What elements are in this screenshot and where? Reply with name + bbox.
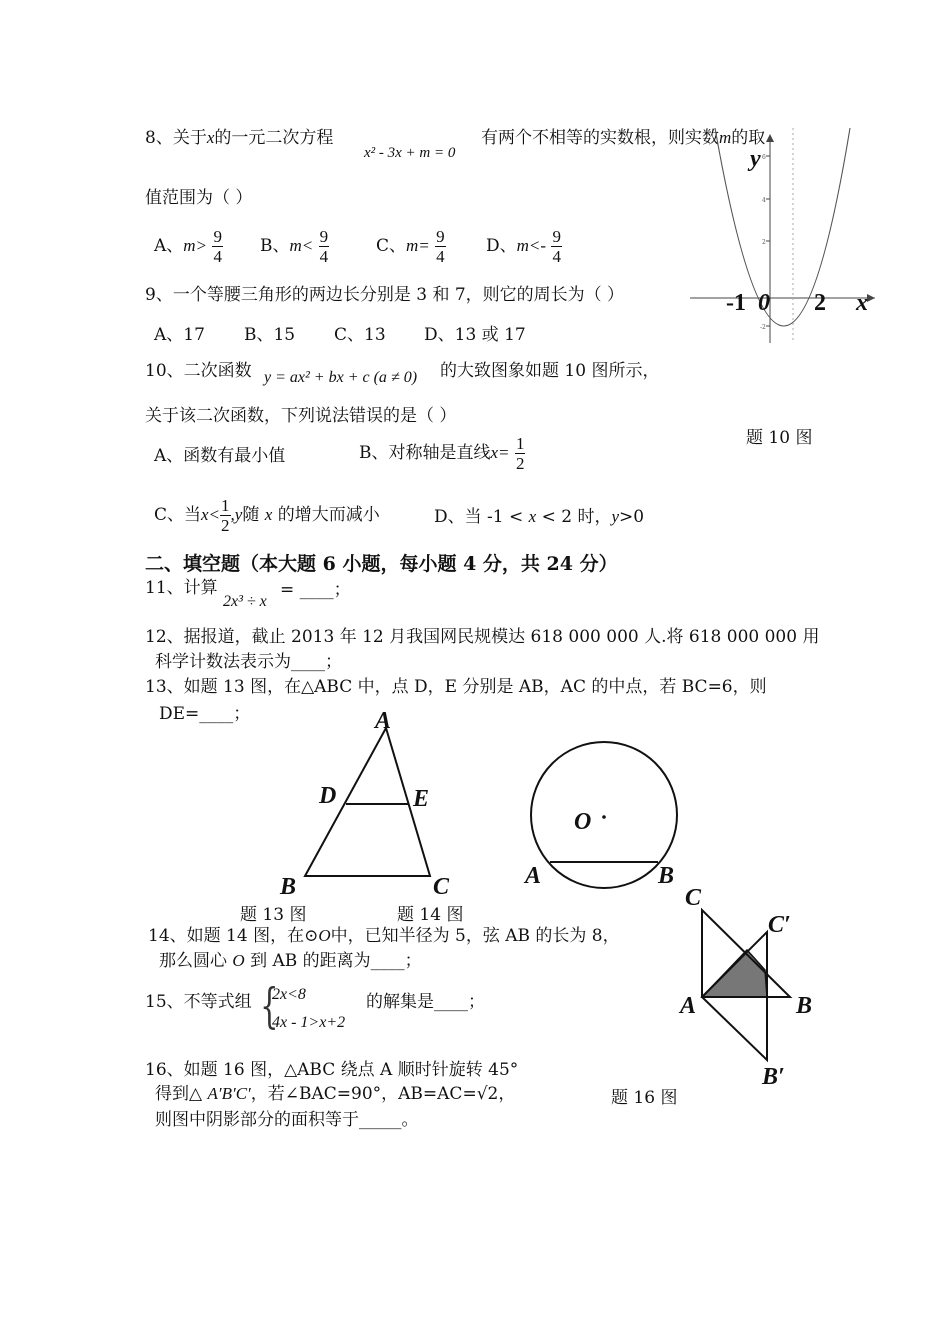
- label-b-prime: B′: [762, 1064, 785, 1090]
- q15-stem: 15、不等式组: [145, 992, 252, 1012]
- shaded-region: [702, 950, 767, 997]
- x-label: x: [856, 290, 868, 316]
- q11-expr: 2x³ ÷ x: [223, 593, 267, 610]
- q12-line2: 科学计数法表示为____；: [155, 652, 342, 672]
- tick-0: 0: [758, 290, 770, 316]
- q9-option-c: C、13: [334, 325, 386, 345]
- y-label: y: [750, 146, 761, 172]
- q8-option-a: A、m> $\frac{9}{4}$: [154, 227, 222, 266]
- q16-line2: 得到△ A′B′C′，若∠BAC=90°，AB=AC=√2，: [155, 1084, 516, 1104]
- circle-o: [531, 742, 677, 888]
- q13-line1: 13、如题 13 图，在△ABC 中，点 D，E 分别是 AB，AC 的中点，若 BC=6，则: [145, 677, 767, 697]
- q8-line1-tail: 有两个不相等的实数根，则实数m的取: [481, 128, 766, 148]
- q9-stem: 9、一个等腰三角形的两边长分别是 3 和 7，则它的周长为（ ）: [145, 285, 625, 305]
- label-o: O: [574, 809, 592, 835]
- q8-option-b: B、m< $\frac{9}{4}$: [260, 227, 329, 266]
- tick-2: 2: [814, 290, 826, 316]
- fraction: $\frac{9}{4}$: [213, 227, 222, 266]
- q14-circle-figure: [520, 740, 690, 910]
- q15-tail: 的解集是____；: [366, 992, 485, 1012]
- y-axis-arrow-icon: [766, 134, 774, 142]
- fraction: $\frac{9}{4}$: [552, 227, 561, 266]
- tick-neg2: -2: [760, 324, 766, 331]
- label-a: A: [375, 708, 392, 734]
- label-b: B: [796, 993, 813, 1019]
- q15-ineq1: 2x<8: [272, 986, 306, 1003]
- fraction: $\frac{1}{2}$: [515, 434, 525, 473]
- label-d: D: [319, 783, 337, 809]
- q9-option-a: A、17: [154, 325, 205, 345]
- label-a: A: [525, 863, 542, 889]
- q12-line1: 12、据报道，截止 2013 年 12 月我国网民规模达 618 000 000 人.将 618 000 000 用: [145, 627, 820, 647]
- q15-ineq2: 4x - 1>x+2: [272, 1014, 346, 1031]
- q9-option-d: D、13 或 17: [424, 325, 526, 345]
- q13-triangle-figure: [280, 708, 460, 898]
- q8-line1: 8、关于x的一元二次方程: [145, 128, 334, 148]
- center-dot: [602, 815, 606, 819]
- q10-equation: y = ax² + bx + c (a ≠ 0): [264, 369, 418, 386]
- x-axis-arrow-icon: [867, 294, 875, 302]
- q13-line2: DE=____；: [159, 704, 251, 724]
- q10-option-d: D、当 -1 < x < 2 时，y>0: [434, 507, 645, 527]
- q10-option-c: C、当x< $\frac{1}{2}$ ,y随 x 的增大而减小: [154, 496, 380, 535]
- q14-line2: 那么圆心 O 到 AB 的距离为____；: [159, 951, 422, 971]
- q14-caption: 题 14 图: [397, 905, 464, 925]
- label-a: A: [680, 993, 697, 1019]
- tick-neg1: -1: [726, 290, 746, 316]
- label-c: C: [685, 885, 702, 911]
- label-c-prime: C′: [768, 912, 791, 938]
- fraction: $\frac{9}{4}$: [436, 227, 445, 266]
- q11-tail: = ____；: [280, 580, 351, 600]
- q10-parabola-graph: [690, 128, 868, 348]
- q8-option-c: C、m= $\frac{9}{4}$: [376, 227, 445, 266]
- q13-caption: 题 13 图: [240, 905, 307, 925]
- q11-stem: 11、计算: [145, 578, 218, 598]
- q8-option-d: D、m<- $\frac{9}{4}$: [486, 227, 561, 266]
- q9-option-b: B、15: [244, 325, 296, 345]
- label-e: E: [413, 786, 430, 812]
- label-b: B: [280, 874, 297, 900]
- q16-line1: 16、如题 16 图，△ABC 绕点 A 顺时针旋转 45°: [145, 1060, 519, 1080]
- q10-stem-a: 10、二次函数: [145, 361, 252, 381]
- label-c: C: [433, 874, 450, 900]
- q16-line3: 则图中阴影部分的面积等于_____。: [155, 1110, 419, 1130]
- q10-caption: 题 10 图: [746, 428, 813, 448]
- tick-6: 6: [762, 154, 766, 161]
- fraction: $\frac{9}{4}$: [319, 227, 329, 266]
- q10-option-a: A、函数有最小值: [154, 446, 286, 466]
- left-brace-icon: {: [260, 978, 279, 1034]
- q16-rotation-figure: [680, 885, 830, 1090]
- section-2-title: 二、填空题（本大题 6 小题，每小题 4 分，共 24 分）: [145, 553, 618, 575]
- q16-caption: 题 16 图: [611, 1088, 678, 1108]
- label-b: B: [658, 863, 675, 889]
- fraction: $\frac{1}{2}$: [221, 496, 230, 535]
- q10-option-b: B、对称轴是直线x= $\frac{1}{2}$: [359, 434, 525, 473]
- q10-stem-b: 的大致图象如题 10 图所示，: [440, 361, 660, 381]
- q8-line2: 值范围为（ ）: [145, 188, 253, 208]
- tick-4: 4: [762, 197, 766, 204]
- q14-line1: 14、如题 14 图，在⊙O中，已知半径为 5，弦 AB 的长为 8，: [148, 926, 620, 946]
- tick-2-y: 2: [762, 239, 766, 246]
- q8-equation: x² - 3x + m = 0: [364, 145, 456, 161]
- q10-line2: 关于该二次函数，下列说法错误的是（ ）: [145, 406, 457, 426]
